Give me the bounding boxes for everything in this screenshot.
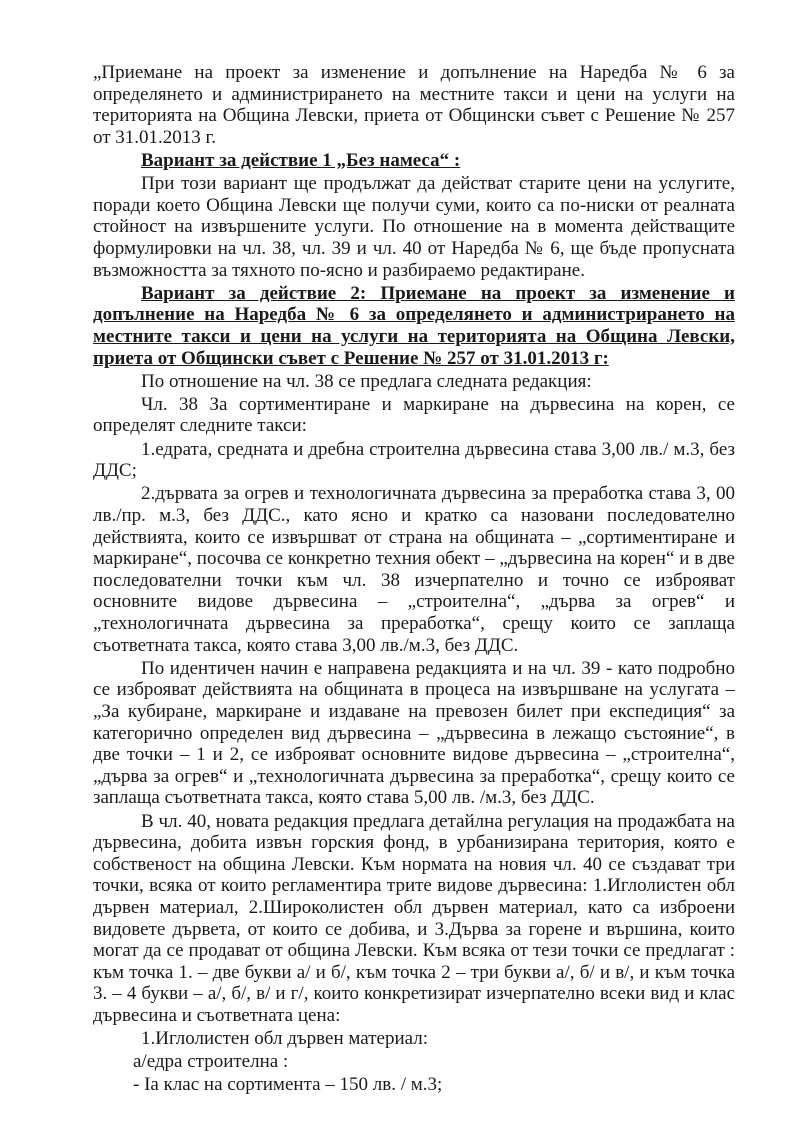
art38-item-1: 1.едрата, средната и дребна строителна дървесина става 3,00 лв./ м.3, без ДДС; <box>93 438 735 482</box>
list-item-1a: а/едра строителна : <box>133 1051 289 1073</box>
art39-paragraph: По идентичен начин е направена редакцията и на чл. 39 - като подробно се изброяват действията на общината в процеса на извършване на услугата – „За кубиране, маркиране и издаване на превозен билет при експедиция“ за категорично определен вид дървесина – „дървесина в лежащо състояние“, в две точки – 1 и 2, се изброяват основните видове дървесина – „строителна“, „дърва за огрев“ и „технологичната дървесина за преработка“, срещу които се заплаща съответната такса, която става 5,00 лв. /м.3, без ДДС. <box>93 657 735 809</box>
variant1-paragraph: При този вариант ще продължат да действат старите цени на услугите, поради което Община Левски ще получи суми, които са по-ниски от реалната стойност на извършените услуги. По отношение на в момента действащите формулировки на чл. 38, чл. 39 и чл. 40 от Наредба № 6, ще бъде пропусната възможността за тяхното по-ясно и разбираемо редактиране. <box>93 173 735 281</box>
variant1-heading: Вариант за действие 1 „Без намеса“ : <box>141 149 461 171</box>
document-page <box>93 62 735 1098</box>
art38-intro: По отношение на чл. 38 се предлага следната редакция: <box>141 370 592 392</box>
list-item-1: 1.Иглолистен обл дървен материал: <box>141 1028 428 1050</box>
intro-paragraph: „Приемане на проект за изменение и допълнение на Наредба № 6 за определянето и администрирането на местните такси и цени на услуги на територията на Община Левски, приета от Общински съвет с Решение № 257 от 31.01.2013 г. <box>93 62 735 148</box>
list-item-1a-class: - Iа клас на сортимента – 150 лв. / м.3; <box>133 1074 443 1096</box>
art38-item-2: 2.дървата за огрев и технологичната дървесина за преработка става 3, 00 лв./пр. м.3, без ДДС., като ясно и кратко са назовани последователно действията, които се извършват от страна на общината – „сортиментиране и маркиране“, посочва се конкретно техния обект – „дървесина на корен“ и в две последователни точки към чл. 38 изчерпателно и точно се изброяват основните видове дървесина – „строителна“, „дърва за огрев“ и „технологичната дървесина за преработка“, срещу които се заплаща съответната такса, която става 3,00 лв./м.3, без ДДС. <box>93 483 735 656</box>
variant2-heading: Вариант за действие 2: Приемане на проект за изменение и допълнение на Наредба № 6 за определянето и администрирането на местните такси и цени на услуги на територията на Община Левски, приета от Общински съвет с Решение № 257 от 31.01.2013 г: <box>93 282 735 369</box>
art40-paragraph: В чл. 40, новата редакция предлага детайлна регулация на продажбата на дървесина, добита извън горския фонд, в урбанизирана територия, която е собственост на община Левски. Към нормата на новия чл. 40 се създават три точки, всяка от които регламентира трите видове дървесина: 1.Иглолистен обл дървен материал, 2.Широколистен обл дървен материал, като са изброени видовете дървета, от които се добива, и 3.Дърва за горене и вършина, които могат да се продават от община Левски. Към всяка от тези точки се предлагат : към точка 1. – две букви а/ и б/, към точка 2 – три букви а/, б/ и в/, и към точка 3. – 4 букви – а/, б/, в/ и г/, които конкретизират изчерпателно всеки вид и клас дървесина и съответната цена: <box>93 810 735 1026</box>
art38-paragraph: Чл. 38 За сортиментиране и маркиране на дървесина на корен, се определят следните такси: <box>93 393 735 437</box>
